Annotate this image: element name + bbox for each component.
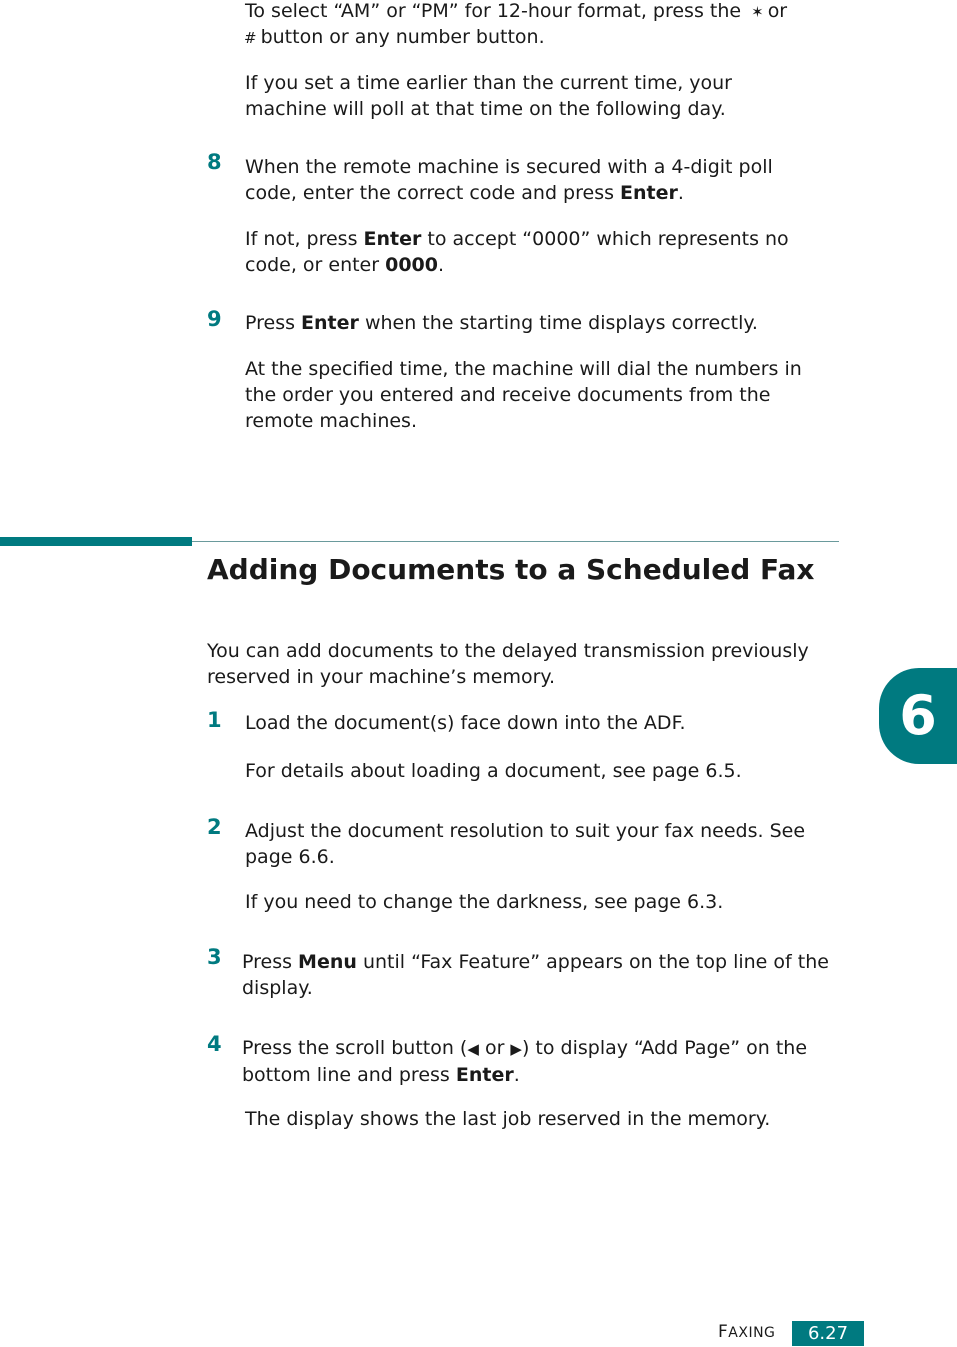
intro-text-2: button or any number button.	[260, 26, 545, 48]
step-8-number: 8	[207, 150, 222, 174]
step-9-text: Press Enter when the starting time displays correctly.	[245, 312, 758, 334]
step-3-text: Press Menu until “Fax Feature” appears on the top line of the display.	[242, 951, 829, 999]
step-2-note: If you need to change the darkness, see page 6.3.	[245, 891, 724, 913]
enter-key-label: Enter	[455, 1064, 514, 1086]
enter-key-label: Enter	[301, 312, 359, 334]
intro-or: or	[767, 0, 788, 22]
step-4-text: Press the scroll button (◀ or ▶) to display “Add Page” on the bottom line and press Enter.	[242, 1037, 808, 1086]
section-rule	[192, 541, 839, 542]
enter-key-label: Enter	[363, 228, 422, 250]
step-1-note: For details about loading a document, see page 6.5.	[245, 760, 742, 782]
step-8-note: If not, press Enter to accept “0000” which represents no code, or enter 0000.	[245, 228, 789, 276]
step-1-number: 1	[207, 708, 222, 732]
footer-chapter-label: FAXING	[718, 1322, 776, 1342]
intro-note: If you set a time earlier than the current time, your machine will poll at that time on the following day.	[245, 72, 732, 120]
hash-icon: #	[244, 29, 257, 47]
step-4-note: The display shows the last job reserved in the memory.	[245, 1108, 771, 1130]
section-rule-accent	[0, 537, 192, 546]
step-2-number: 2	[207, 815, 222, 839]
star-icon: ✶	[751, 3, 764, 21]
step-8-text: When the remote machine is secured with a 4-digit poll code, enter the correct code and press Enter.	[245, 156, 773, 204]
chapter-tab: 6	[879, 668, 957, 764]
section-intro: You can add documents to the delayed transmission previously reserved in your machine’s memory.	[207, 640, 809, 688]
step-1-text: Load the document(s) face down into the ADF.	[245, 712, 686, 734]
step-2-text: Adjust the document resolution to suit your fax needs. See page 6.6.	[245, 820, 806, 868]
right-arrow-icon: ▶	[510, 1040, 522, 1058]
code-value: 0000	[385, 254, 438, 276]
section-title: Adding Documents to a Scheduled Fax	[207, 553, 815, 586]
step-9-note: At the specified time, the machine will dial the numbers in the order you entered and receive documents from the remote machines.	[245, 358, 802, 432]
page-number: 6.27	[792, 1321, 864, 1346]
step-3-number: 3	[207, 945, 222, 969]
left-arrow-icon: ◀	[467, 1040, 479, 1058]
step-4-number: 4	[207, 1032, 222, 1056]
step-9-number: 9	[207, 307, 222, 331]
menu-key-label: Menu	[298, 951, 357, 973]
intro-line-2	[240, 24, 835, 51]
enter-key-label: Enter	[620, 182, 678, 204]
intro-line-1	[245, 0, 835, 25]
intro-text: To select “AM” or “PM” for 12-hour format, press the	[245, 0, 742, 22]
